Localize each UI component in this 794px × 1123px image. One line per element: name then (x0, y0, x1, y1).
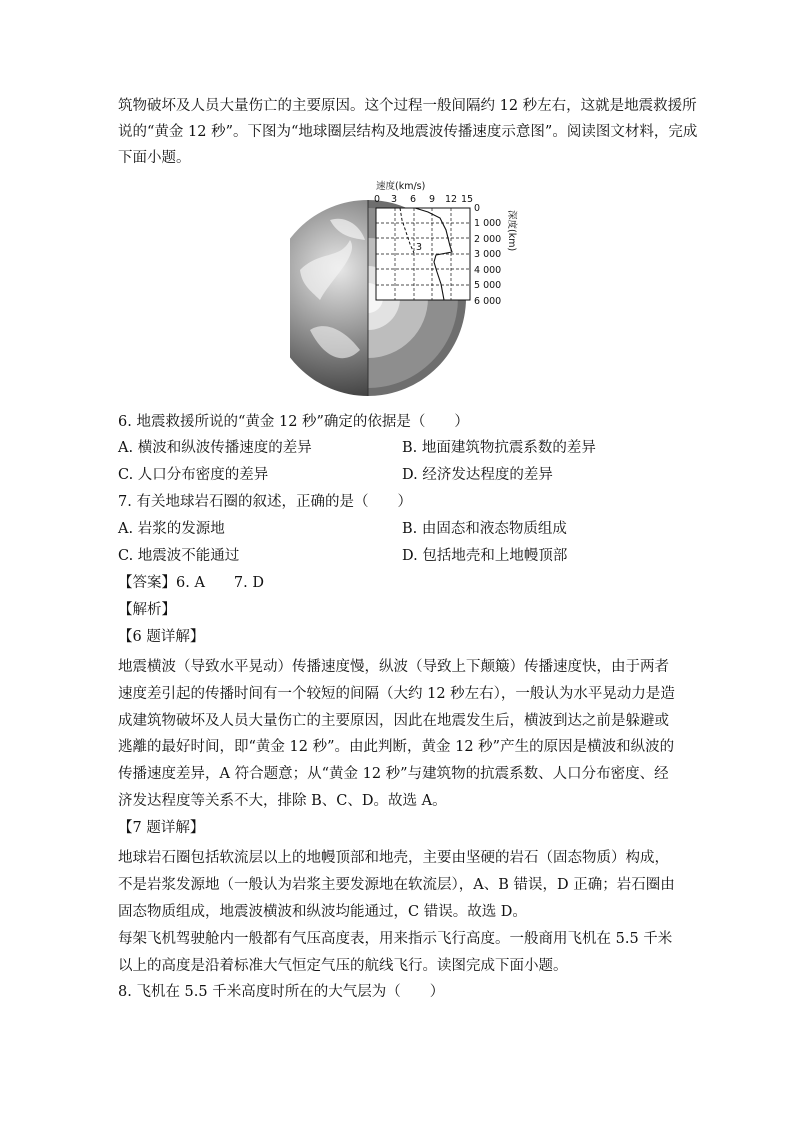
speed-tick-3: 3 (391, 194, 398, 205)
intro-line-2: 说的“黄金 12 秒”。下图为“地球圈层结构及地震波传播速度示意图”。阅读图文材料，完成 (118, 124, 698, 140)
speed-tick-9: 9 (429, 194, 436, 205)
speed-tick-0: 0 (374, 194, 381, 205)
q7-stem: 7. 有关地球岩石圈的叙述，正确的是（ ） (118, 494, 412, 510)
q6-option-d: D. 经济发达程度的差异 (402, 467, 553, 483)
depth-axis-label: 深度(km) (506, 210, 517, 252)
answer-label: 【答案】 (118, 575, 176, 591)
q6-detail-title: 【6 题详解】 (118, 629, 205, 645)
intro-line-1: 筑物破坏及人员大量伤亡的主要原因。这个过程一般间隔约 12 秒左右，这就是地震救援所 (118, 98, 697, 114)
intro-line-3: 下面小题。 (118, 150, 191, 166)
q6-detail-body: 地震横波（导致水平晃动）传播速度慢，纵波（导致上下颠簸）传播速度快，由于两者速度差引起的传播时间有一个较短的间隔（大约 12 秒左右），一般认为水平晃动力是造成建筑物破坏及人员大量伤亡的主要原因，因此在地震发生后，横波到达之前是躲避或逃離的最好时间，即“黄金 12 秒”。由此判断，黄金 12 秒”产生的原因是横波和纵波的传播速度差异，A 符合题意；从“黄金 12 秒”与建筑物的抗震系数、人口分布密度、经济发达程度等关系不大，排除 B、C、D。故选 A。 (118, 659, 675, 809)
q7-detail-title: 【7 题详解】 (118, 820, 205, 836)
curve-label: 3 (416, 242, 423, 253)
answer-line (118, 573, 264, 593)
depth-tick-5000: 5 000 (474, 280, 502, 291)
speed-axis-label: 速度(km/s) (376, 181, 426, 192)
q7-option-a: A. 岩浆的发源地 (118, 521, 225, 537)
depth-tick-4000: 4 000 (474, 265, 502, 276)
next-passage: 每架飞机驾驶舱内一般都有气压高度表，用来指示飞行高度。一般商用飞机在 5.5 千米以上的高度是沿着标准大气恒定气压的航线飞行。读图完成下面小题。 (118, 931, 673, 974)
depth-tick-0: 0 (474, 203, 481, 214)
analysis-label: 【解析】 (118, 602, 176, 618)
speed-tick-12: 12 (445, 194, 458, 205)
q6-option-b: B. 地面建筑物抗震系数的差异 (402, 440, 596, 456)
depth-tick-2000: 2 000 (474, 234, 502, 245)
q7-detail-body: 地球岩石圈包括软流层以上的地幔顶部和地壳，主要由坚硬的岩石（固态物质）构成，不是岩浆发源地（一般认为岩浆主要发源地在软流层），A、B 错误，D 正确；岩石圈由固态物质组成，地震波横波和纵波均能通过，C 错误。故选 D。 (118, 850, 675, 920)
q7-option-c: C. 地震波不能通过 (118, 548, 240, 564)
q7-option-b: B. 由固态和液态物质组成 (402, 521, 567, 537)
earth-structure-figure (290, 180, 520, 402)
speed-tick-6: 6 (410, 194, 417, 205)
q8-stem: 8. 飞机在 5.5 千米高度时所在的大气层为（ ） (118, 984, 445, 1000)
earth-seismic-diagram (290, 180, 520, 402)
answer-value: 6. A 7. D (176, 575, 264, 591)
q6-stem: 6. 地震救援所说的“黄金 12 秒”确定的依据是（ ） (118, 414, 469, 430)
depth-tick-1000: 1 000 (474, 218, 502, 229)
speed-tick-15: 15 (461, 194, 474, 205)
depth-tick-3000: 3 000 (474, 249, 502, 260)
q6-option-a: A. 横波和纵波传播速度的差异 (118, 440, 312, 456)
q6-option-c: C. 人口分布密度的差异 (118, 467, 269, 483)
depth-tick-6000: 6 000 (474, 296, 502, 307)
q7-option-d: D. 包括地壳和上地幔顶部 (402, 548, 568, 564)
